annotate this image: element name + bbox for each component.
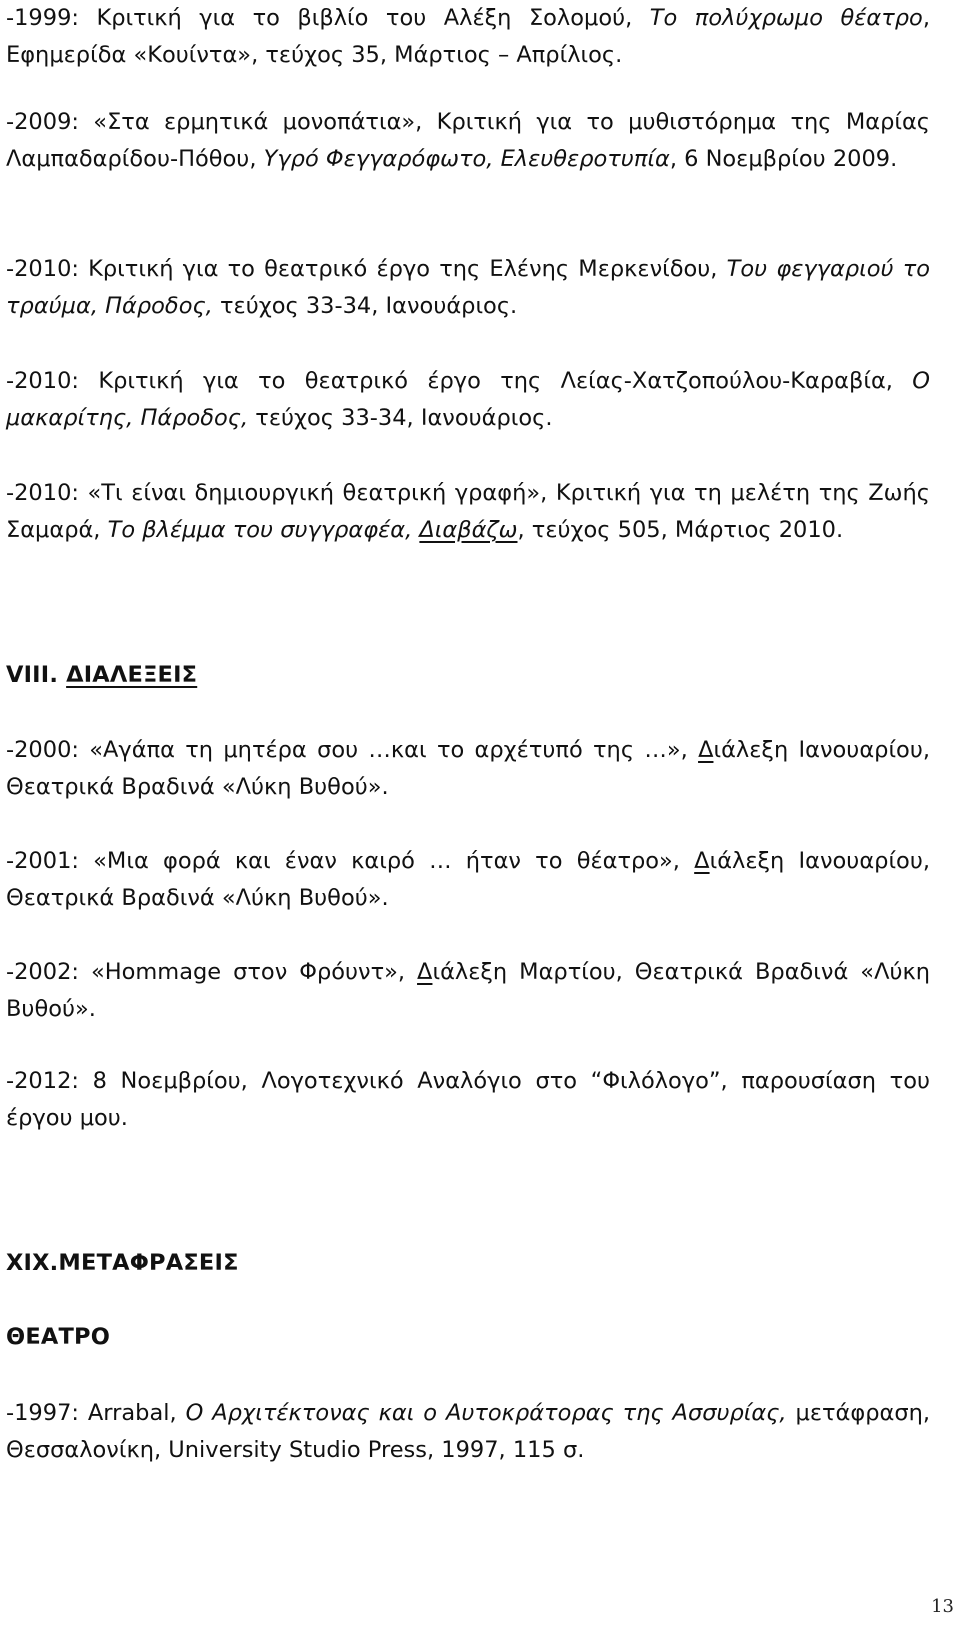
entry-text-segment: Ο Αρχιτέκτονας και ο Αυτοκράτορας της Ασσυρίας, [185,1400,787,1426]
entry-text-segment: Ο μακαρίτης, Πάροδος, [6,368,930,431]
entry-1997-translation [6,1395,930,1469]
entry-text-segment: , 6 Νοεμβρίου 2009. [669,146,898,172]
entry-text-segment: -2002: «Hommage στον Φρόυντ», [6,959,418,985]
entry-text-segment: -2001: «Μια φορά και έναν καιρό … ήταν το θέατρο», [6,848,695,874]
entry-text-segment: -2010: Κριτική για το θεατρικό έργο της Λείας-Χατζοπούλου-Καραβία, [6,368,913,394]
entry-text-segment: , Εφημερίδα «Κουίντα», τεύχος 35, Μάρτιος – Απρίλιος. [6,5,930,68]
entry-2010-review-karavia [6,363,930,437]
section-number-lectures: VIII. [6,662,67,688]
entry-text-segment: τεύχος 33-34, Ιανουάριος. [248,405,553,431]
entry-text-segment: μετάφραση, Θεσσαλονίκη, University Studio Press, 1997, 115 σ. [6,1400,930,1463]
entry-text-segment: ιάλεξη Ιανουαρίου, Θεατρικά Βραδινά «Λύκη Βυθού». [6,737,930,800]
entry-text-segment: -2010: Κριτική για το θεατρικό έργο της Ελένης Μερκενίδου, [6,256,727,282]
section-heading-lectures [6,657,197,694]
subsection-heading-theatre: ΘΕΑΤΡΟ [6,1324,111,1350]
page-number: 13 [931,1596,954,1617]
entry-2001-lecture [6,843,930,917]
entry-2000-lecture [6,732,930,806]
entry-text-segment: ιάλεξη Μαρτίου, Θεατρικά Βραδινά «Λύκη Βυθού». [6,959,930,1022]
entry-text-segment: -2000: «Αγάπα τη μητέρα σου …και το αρχέτυπό της …», [6,737,699,763]
entry-text-segment: Δ [698,737,714,763]
entry-text-segment: τεύχος 33-34, Ιανουάριος. [212,293,518,319]
entry-text-segment: , τεύχος 505, Μάρτιος 2010. [517,517,844,543]
entry-text-segment: Το πολύχρωμο θέατρο [649,5,923,31]
entry-2002-lecture [6,954,930,1028]
entry-text-segment: -2012: 8 Νοεμβρίου, Λογοτεχνικό Αναλόγιο στο “Φιλόλογο”, παρουσίαση του έργου μου. [6,1068,930,1131]
entry-text-segment: -1999: Κριτική για το βιβλίο του Αλέξη Σολομού, [6,5,650,31]
entry-1999-review [6,0,930,74]
entry-2012-presentation [6,1063,930,1137]
entry-text-segment: Δ [417,959,433,985]
entry-text-segment: -2010: «Τι είναι δημιουργική θεατρική γραφή», Κριτική για τη μελέτη της Ζωής Σαμαρά, [6,480,930,543]
section-heading-translations: XIX.ΜΕΤΑΦΡΑΣΕΙΣ [6,1250,239,1276]
entry-text-segment: ιάλεξη Ιανουαρίου, Θεατρικά Βραδινά «Λύκη Βυθού». [6,848,930,911]
entry-2010-review-samara [6,475,930,549]
entry-2009-review [6,104,930,178]
entry-text-segment: Το βλέμμα του συγγραφέα, [107,517,420,543]
entry-text-segment: -1997: Arrabal, [6,1400,186,1426]
section-title-lectures: ΔΙΑΛΕΞΕΙΣ [66,662,198,688]
entry-text-segment: Διαβάζω [419,517,518,543]
entry-text-segment: Του φεγγαριού το τραύμα, Πάροδος, [6,256,931,319]
entry-2010-review-merkenidou [6,251,930,325]
entry-text-segment: Υγρό Φεγγαρόφωτο, Ελευθεροτυπία [263,146,670,172]
entry-text-segment: Δ [694,848,710,874]
entry-text-segment: -2009: «Στα ερμητικά μονοπάτια», Κριτική για το μυθιστόρημα της Μαρίας Λαμπαδαρίδου-Πόθου, [6,109,930,172]
